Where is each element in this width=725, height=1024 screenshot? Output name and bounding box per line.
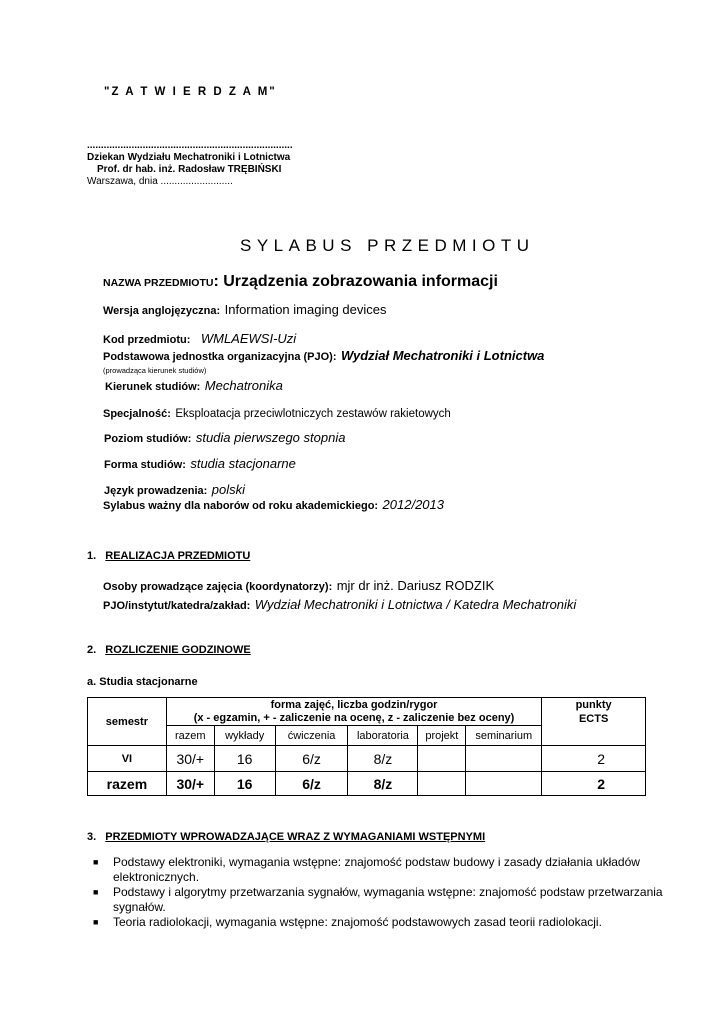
list-item (93, 885, 693, 915)
subject-name-colon: : (213, 273, 219, 290)
unit-label: PJO/instytut/katedra/zakład: (103, 600, 251, 612)
cell (466, 772, 542, 796)
level-value: studia pierwszego stopnia (195, 430, 346, 445)
unit-value: Wydział Mechatroniki i Lotnictwa / Katedra Mechatroniki (254, 597, 577, 612)
row-ects: 2 (542, 746, 646, 772)
list-item (93, 855, 693, 885)
col-header-seminarium: seminarium (466, 726, 542, 746)
language-value: polski (211, 482, 246, 497)
cell: 8/z (348, 772, 418, 796)
cell: 30/+ (166, 772, 214, 796)
code-row (103, 330, 296, 348)
language-label: Język prowadzenia: (104, 485, 208, 497)
dean-name: Prof. dr hab. inż. Radosław TRĘBIŃSKI (97, 164, 282, 175)
pjo-label: Podstawowa jednostka organizacyjna (PJO): (103, 351, 337, 363)
unit-row (103, 596, 576, 614)
section-3-number: 3. (87, 831, 97, 843)
code-value: WMLAEWSI-Uzi (200, 331, 297, 346)
header-form (166, 698, 541, 726)
subject-name-row (103, 273, 498, 291)
bullet-icon: ■ (93, 887, 99, 897)
field-label: Kierunek studiów: (105, 381, 201, 393)
section-1-number: 1. (87, 550, 97, 562)
level-label: Poziom studiów: (104, 433, 192, 445)
form-row (104, 455, 296, 473)
level-row (104, 429, 345, 447)
specialty-value: Eksploatacja przeciwlotniczych zestawów rakietowych (175, 408, 451, 420)
pjo-row (103, 347, 544, 365)
col-header-projekt: projekt (418, 726, 466, 746)
form-label: Forma studiów: (104, 459, 186, 471)
table-row (88, 746, 646, 772)
header-ects (542, 698, 646, 746)
bullet-icon: ■ (93, 917, 99, 927)
section-3-title: PRZEDMIOTY WPROWADZAJĄCE WRAZ Z WYMAGANIAMI WSTĘPNYMI (105, 831, 486, 843)
table-row (88, 772, 646, 796)
section-3-heading (87, 831, 485, 843)
header-ects-line2: ECTS (578, 713, 609, 725)
cell (418, 772, 466, 796)
prerequisites-list (93, 855, 693, 930)
coordinator-label: Osoby prowadzące zajęcia (koordynatorzy): (103, 581, 333, 593)
cell: 16 (214, 746, 275, 772)
section-2-title: ROZLICZENIE GODZINOWE (105, 644, 251, 656)
header-form-line2: (x - egzamin, + - zaliczenie na ocenę, z - zaliczenie bez oceny) (193, 711, 515, 724)
col-header-cwiczenia: ćwiczenia (275, 726, 348, 746)
code-label: Kod przedmiotu: (103, 334, 191, 346)
coordinator-value: mjr dr inż. Dariusz RODZIK (336, 578, 495, 593)
row-semester: VI (88, 746, 167, 772)
row-semester: razem (88, 772, 167, 796)
english-name-label: Wersja anglojęzyczna: (103, 305, 221, 317)
page-title: SYLABUS PRZEDMIOTU (240, 236, 535, 255)
header-semester: semestr (88, 698, 167, 746)
approval-heading: "Z A T W I E R D Z A M" (104, 86, 277, 98)
valid-value: 2012/2013 (382, 497, 444, 512)
cell: 16 (214, 772, 275, 796)
cell: 6/z (275, 772, 348, 796)
list-item-text: Teoria radiolokacji, wymagania wstępne: znajomość podstawowych zasad teorii radiolokacji. (113, 915, 602, 929)
col-header-laboratoria: laboratoria (348, 726, 418, 746)
subject-name-value: Urządzenia zobrazowania informacji (223, 273, 498, 290)
cell (466, 746, 542, 772)
dean-title: Dziekan Wydziału Mechatroniki i Lotnictwa (87, 152, 291, 163)
valid-row (103, 496, 444, 514)
field-value: Mechatronika (204, 378, 283, 393)
row-ects: 2 (542, 772, 646, 796)
section-1-title: REALIZACJA PRZEDMIOTU (105, 550, 251, 562)
bullet-icon: ■ (93, 857, 99, 867)
subject-name-label: NAZWA PRZEDMIOTU (103, 277, 214, 289)
list-item (93, 915, 693, 930)
valid-label: Sylabus ważny dla naborów od roku akademickiego: (103, 500, 379, 512)
specialty-row (103, 404, 451, 422)
section-2-subheading: a. Studia stacjonarne (87, 676, 198, 688)
cell: 30/+ (166, 746, 214, 772)
pjo-value: Wydział Mechatroniki i Lotnictwa (340, 348, 545, 363)
form-value: studia stacjonarne (190, 456, 296, 471)
cell: 8/z (348, 746, 418, 772)
english-name-value: Information imaging devices (224, 302, 387, 317)
section-2-heading (87, 644, 251, 656)
header-ects-line1: punkty (575, 699, 612, 711)
cell (418, 746, 466, 772)
section-2-number: 2. (87, 644, 97, 656)
section-1-heading (87, 550, 250, 562)
pjo-note: (prowadząca kierunek studiów) (103, 366, 207, 375)
col-header-razem: razem (166, 726, 214, 746)
header-form-line1: forma zajęć, liczba godzin/rygor (270, 698, 438, 711)
cell: 6/z (275, 746, 348, 772)
list-item-text: Podstawy elektroniki, wymagania wstępne: znajomość podstaw budowy i zasady działania układów elektronicznych. (113, 855, 640, 884)
coordinator-row (103, 577, 494, 595)
col-header-wyklady: wykłady (214, 726, 275, 746)
english-name-row (103, 301, 386, 319)
place-date: Warszawa, dnia .......................... (87, 176, 233, 187)
specialty-label: Specjalność: (103, 408, 171, 420)
list-item-text: Podstawy i algorytmy przetwarzania sygnałów, wymagania wstępne: znajomość podstaw przetwarzania sygnałów. (113, 885, 663, 914)
signature-line: .......................................................................... (87, 140, 293, 151)
field-row (105, 377, 283, 395)
hours-table (87, 697, 646, 796)
